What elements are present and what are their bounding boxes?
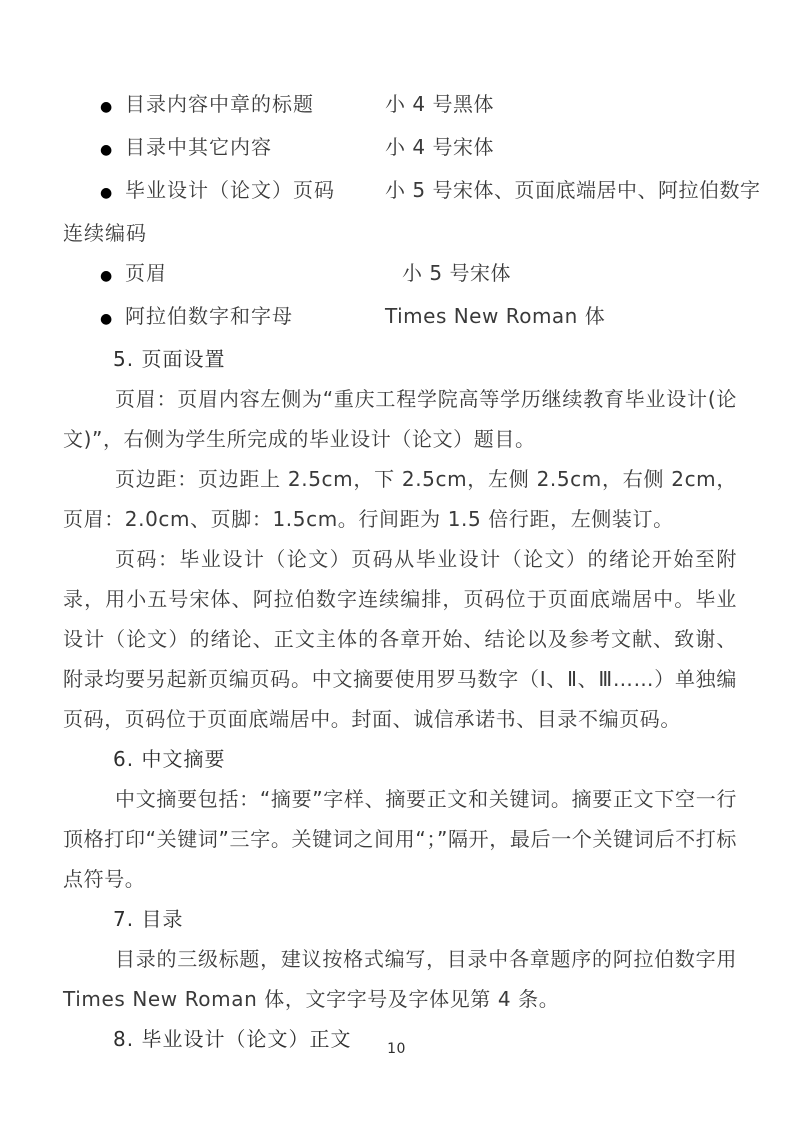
bullet-label: 目录内容中章的标题 (125, 92, 314, 116)
bullet-label: 阿拉伯数字和字母 (125, 304, 293, 328)
bullet-dot-icon: ● (100, 99, 113, 115)
bullet-value: 小 4 号宋体 (385, 135, 494, 159)
bullet-row-header (63, 253, 737, 296)
section-heading-chinese-abstract: 6. 中文摘要 (113, 747, 226, 771)
bullet-value: 小 4 号黑体 (385, 92, 494, 116)
paragraph-toc: 目录的三级标题，建议按格式编写，目录中各章题序的阿拉伯数字用 Times New Roman 体，文字字号及字体见第 4 条。 (63, 947, 737, 1011)
paragraph-page-numbering: 页码：毕业设计（论文）页码从毕业设计（论文）的绪论开始至附录，用小五号宋体、阿拉伯数字连续编排，页码位于页面底端居中。毕业设计（论文）的绪论、正文主体的各章开始、结论以及参考文献、致谢、附录均要另起新页编页码。中文摘要使用罗马数字（Ⅰ、Ⅱ、Ⅲ……）单独编页码，页码位于页面底端居中。封面、诚信承诺书、目录不编页码。 (63, 547, 737, 731)
bullet-value: Times New Roman 体 (385, 304, 606, 328)
bullet-label: 页眉 (125, 261, 167, 285)
bullet-value: 小 5 号宋体 (402, 261, 511, 285)
paragraph-header-content: 页眉：页眉内容左侧为“重庆工程学院高等学历继续教育毕业设计(论文)”，右侧为学生所完成的毕业设计（论文）题目。 (63, 387, 737, 451)
document-content (63, 84, 761, 1059)
bullet-dot-icon: ● (100, 185, 113, 201)
bullet-label: 毕业设计（论文）页码 (125, 178, 335, 202)
bullet-label: 目录中其它内容 (125, 135, 272, 159)
page-number: 10 (387, 1041, 406, 1057)
paragraph-page-margins: 页边距：页边距上 2.5cm，下 2.5cm，左侧 2.5cm，右侧 2cm，页眉：2.0cm、页脚：1.5cm。行间距为 1.5 倍行距，左侧装订。 (63, 467, 737, 531)
section-heading-thesis-body: 8. 毕业设计（论文）正文 (113, 1027, 352, 1051)
bullet-row-arabic-numerals-letters (63, 296, 737, 339)
bullet-value-continuation: 连续编码 (63, 221, 147, 245)
paragraph-chinese-abstract: 中文摘要包括：“摘要”字样、摘要正文和关键词。摘要正文下空一行顶格打印“关键词”三字。关键词之间用“；”隔开，最后一个关键词后不打标点符号。 (63, 787, 737, 891)
bullet-row-toc-chapter-title (63, 84, 737, 127)
bullet-dot-icon: ● (100, 311, 113, 327)
bullet-value: 小 5 号宋体、页面底端居中、阿拉伯数字 (385, 178, 761, 202)
page-footer (0, 1040, 793, 1058)
bullet-dot-icon: ● (100, 142, 113, 158)
section-heading-page-setup: 5. 页面设置 (113, 347, 226, 371)
bullet-row-toc-other-content (63, 127, 737, 170)
bullet-row-thesis-page-number (63, 170, 761, 213)
bullet-dot-icon: ● (100, 268, 113, 284)
section-heading-toc: 7. 目录 (113, 907, 184, 931)
